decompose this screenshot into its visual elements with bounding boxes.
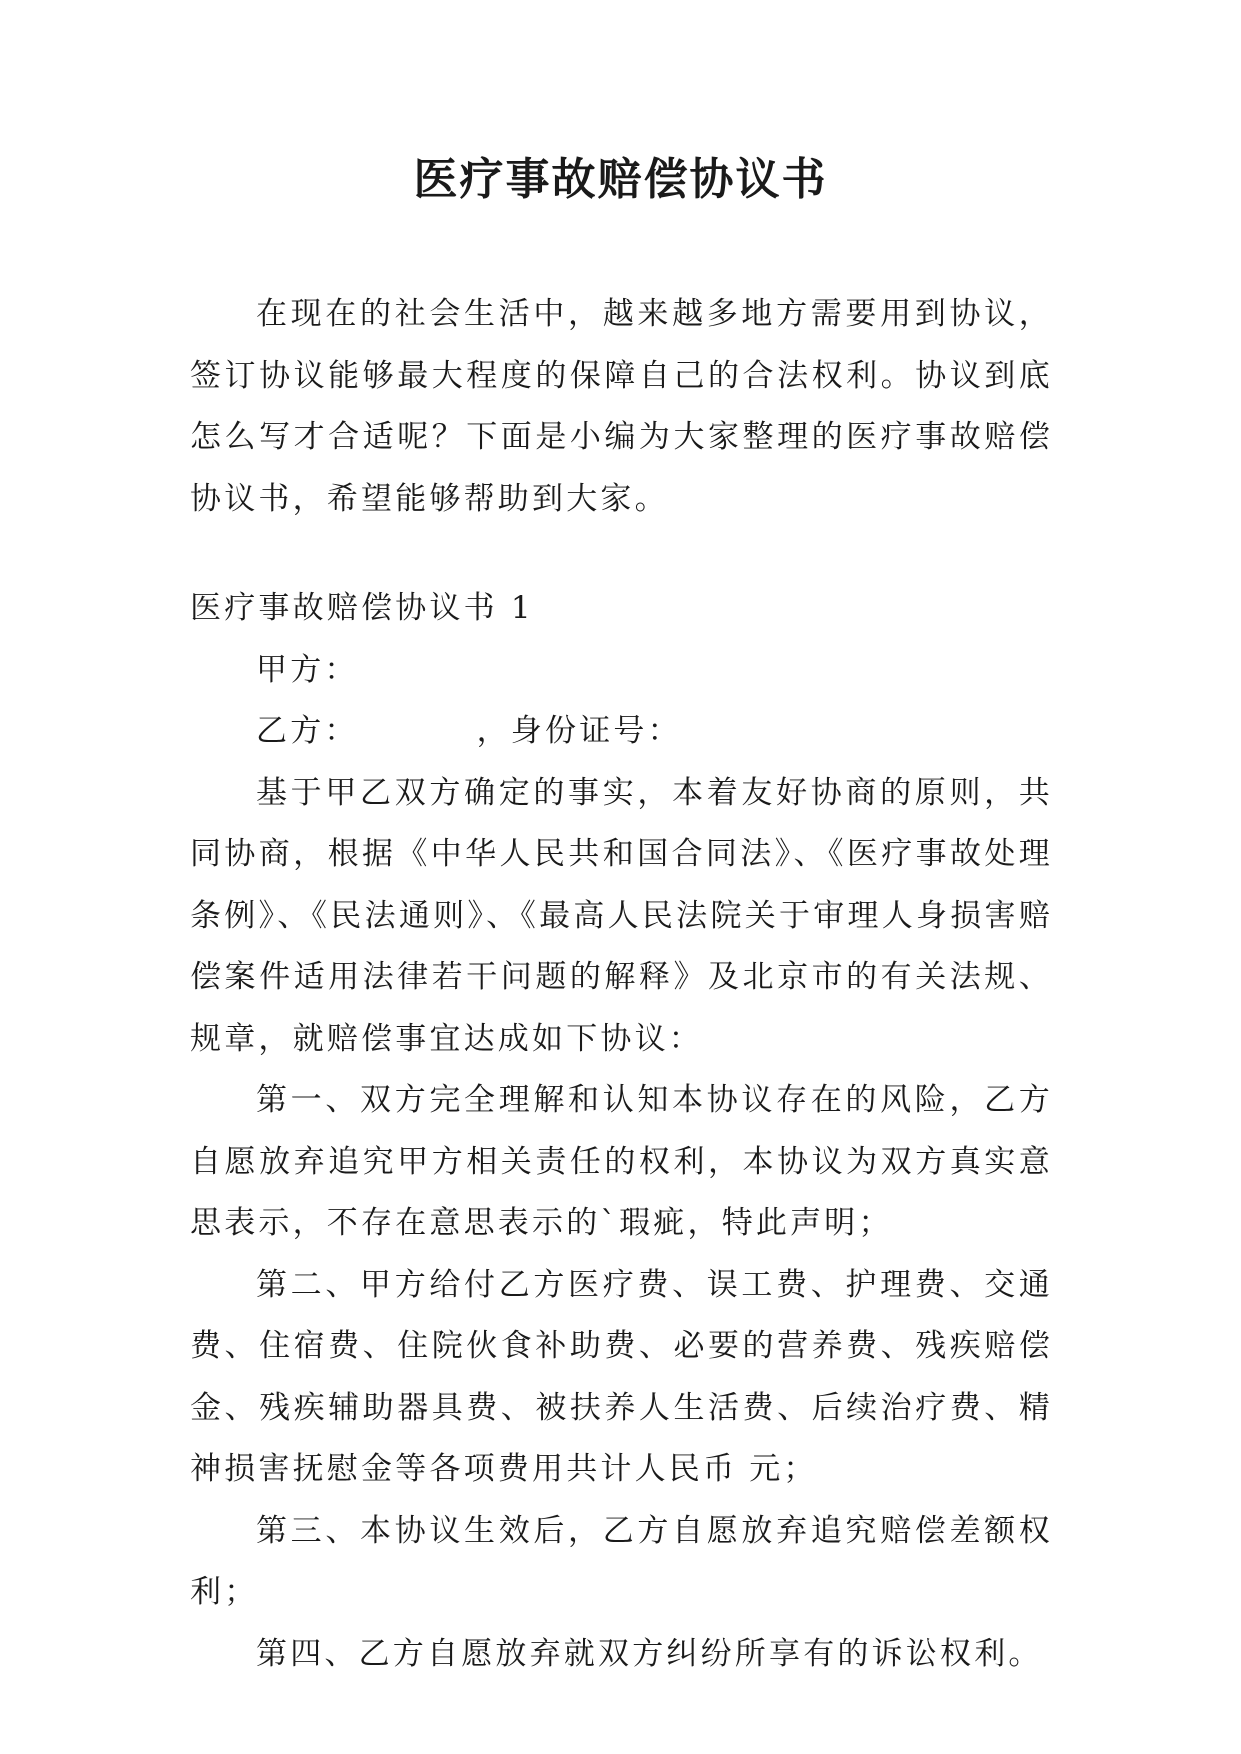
basis-paragraph: 基于甲乙双方确定的事实，本着友好协商的原则，共同协商，根据《中华人民共和国合同法》、《医疗事故处理条例》、《民法通则》、《最高人民法院关于审理人身损害赔偿案件适用法律若干问题的解释》及北京市的有关法规、规章，就赔偿事宜达成如下协议：: [190, 774, 1053, 1057]
document-title: 医疗事故赔偿协议书: [413, 154, 828, 205]
agreement-content: [190, 578, 1053, 1685]
intro-paragraph: 在现在的社会生活中，越来越多地方需要用到协议，签订协议能够最大程度的保障自己的合法权利。协议到底怎么写才合适呢？下面是小编为大家整理的医疗事故赔偿协议书，希望能够帮助到大家。: [190, 296, 1053, 517]
party-b-line: [190, 701, 1053, 763]
clause-4: 第四、乙方自愿放弃就双方纠纷所享有的诉讼权利。: [256, 1635, 1043, 1672]
clause-2-main: 第二、甲方给付乙方医疗费、误工费、护理费、交通费、住宿费、住院伙食补助费、必要的营养费、残疾赔偿金、残疾辅助器具费、被扶养人生活费、后续治疗费、精神损害抚慰金等各项费用共计人民币: [190, 1266, 1053, 1487]
clause-2: [190, 1255, 1053, 1501]
clause-2-unit: 元；: [749, 1451, 818, 1487]
section-heading: 医疗事故赔偿协议书 1: [190, 590, 534, 626]
clause-1: 第一、双方完全理解和认知本协议存在的风险，乙方自愿放弃追究甲方相关责任的权利，本协议为双方真实意思表示，不存在意思表示的`瑕疵，特此声明；: [190, 1082, 1053, 1241]
party-b-label: 乙方：: [256, 713, 359, 749]
party-b-id-label: ，身份证号：: [476, 713, 682, 749]
clause-3: 第三、本协议生效后，乙方自愿放弃追究赔偿差额权利；: [190, 1512, 1053, 1610]
party-a-line: 甲方：: [256, 651, 359, 688]
